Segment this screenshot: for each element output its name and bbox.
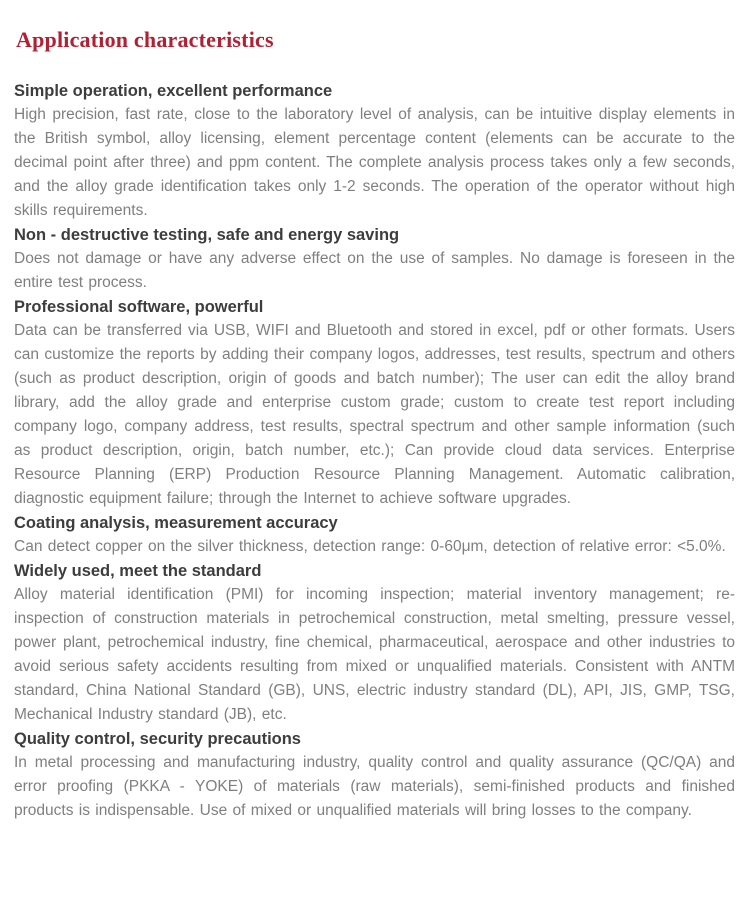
section-professional-software bbox=[14, 295, 735, 511]
section-widely-used bbox=[14, 559, 735, 727]
section-quality-control bbox=[14, 727, 735, 823]
section-heading: Non - destructive testing, safe and energy saving bbox=[14, 226, 400, 244]
section-body: Alloy material identification (PMI) for incoming inspection; material inventory management; re-inspection of construction materials in petrochemical construction, metal smelting, pressure vessel, power plant, petrochemical industry, fine chemical, pharmaceutical, aerospace and other industries to avoid serious safety accidents resulting from mixed or unqualified materials. Consistent with ANTM standard, China National Standard (GB), UNS, electric industry standard (DL), API, JIS, GMP, TSG, Mechanical Industry standard (JB), etc. bbox=[14, 586, 735, 723]
section-heading: Coating analysis, measurement accuracy bbox=[14, 514, 338, 532]
section-body: High precision, fast rate, close to the laboratory level of analysis, can be intuitive display elements in the British symbol, alloy licensing, element percentage content (elements can be accurate to the decimal point after three) and ppm content. The complete analysis process takes only a few seconds, and the alloy grade identification takes only 1-2 seconds. The operation of the operator without high skills requirements. bbox=[14, 106, 735, 219]
section-heading: Professional software, powerful bbox=[14, 298, 264, 316]
section-heading: Widely used, meet the standard bbox=[14, 562, 262, 580]
section-non-destructive-testing bbox=[14, 223, 735, 295]
section-simple-operation bbox=[14, 79, 735, 223]
section-body: Can detect copper on the silver thickness, detection range: 0-60μm, detection of relative error: <5.0%. bbox=[14, 538, 726, 555]
section-coating-analysis bbox=[14, 511, 735, 559]
section-body: Does not damage or have any adverse effect on the use of samples. No damage is foreseen in the entire test process. bbox=[14, 250, 735, 291]
section-heading: Simple operation, excellent performance bbox=[14, 82, 333, 100]
page-title: Application characteristics bbox=[16, 27, 274, 52]
section-heading: Quality control, security precautions bbox=[14, 730, 301, 748]
section-body: Data can be transferred via USB, WIFI and Bluetooth and stored in excel, pdf or other formats. Users can customize the reports by adding their company logos, addresses, test results, spectrum and others (such as product description, origin of goods and batch number); The user can edit the alloy brand library, add the alloy grade and enterprise custom grade; custom to create test report including company logo, company address, test results, spectral spectrum and other sample information (such as product description, origin, batch number, etc.); Can provide cloud data services. Enterprise Resource Planning (ERP) Production Resource Planning Management. Automatic calibration, diagnostic equipment failure; through the Internet to achieve software upgrades. bbox=[14, 322, 735, 507]
section-body: In metal processing and manufacturing industry, quality control and quality assurance (QC/QA) and error proofing (PKKA - YOKE) of materials (raw materials), semi-finished products and finished products is indispensable. Use of mixed or unqualified materials will bring losses to the company. bbox=[14, 754, 735, 819]
